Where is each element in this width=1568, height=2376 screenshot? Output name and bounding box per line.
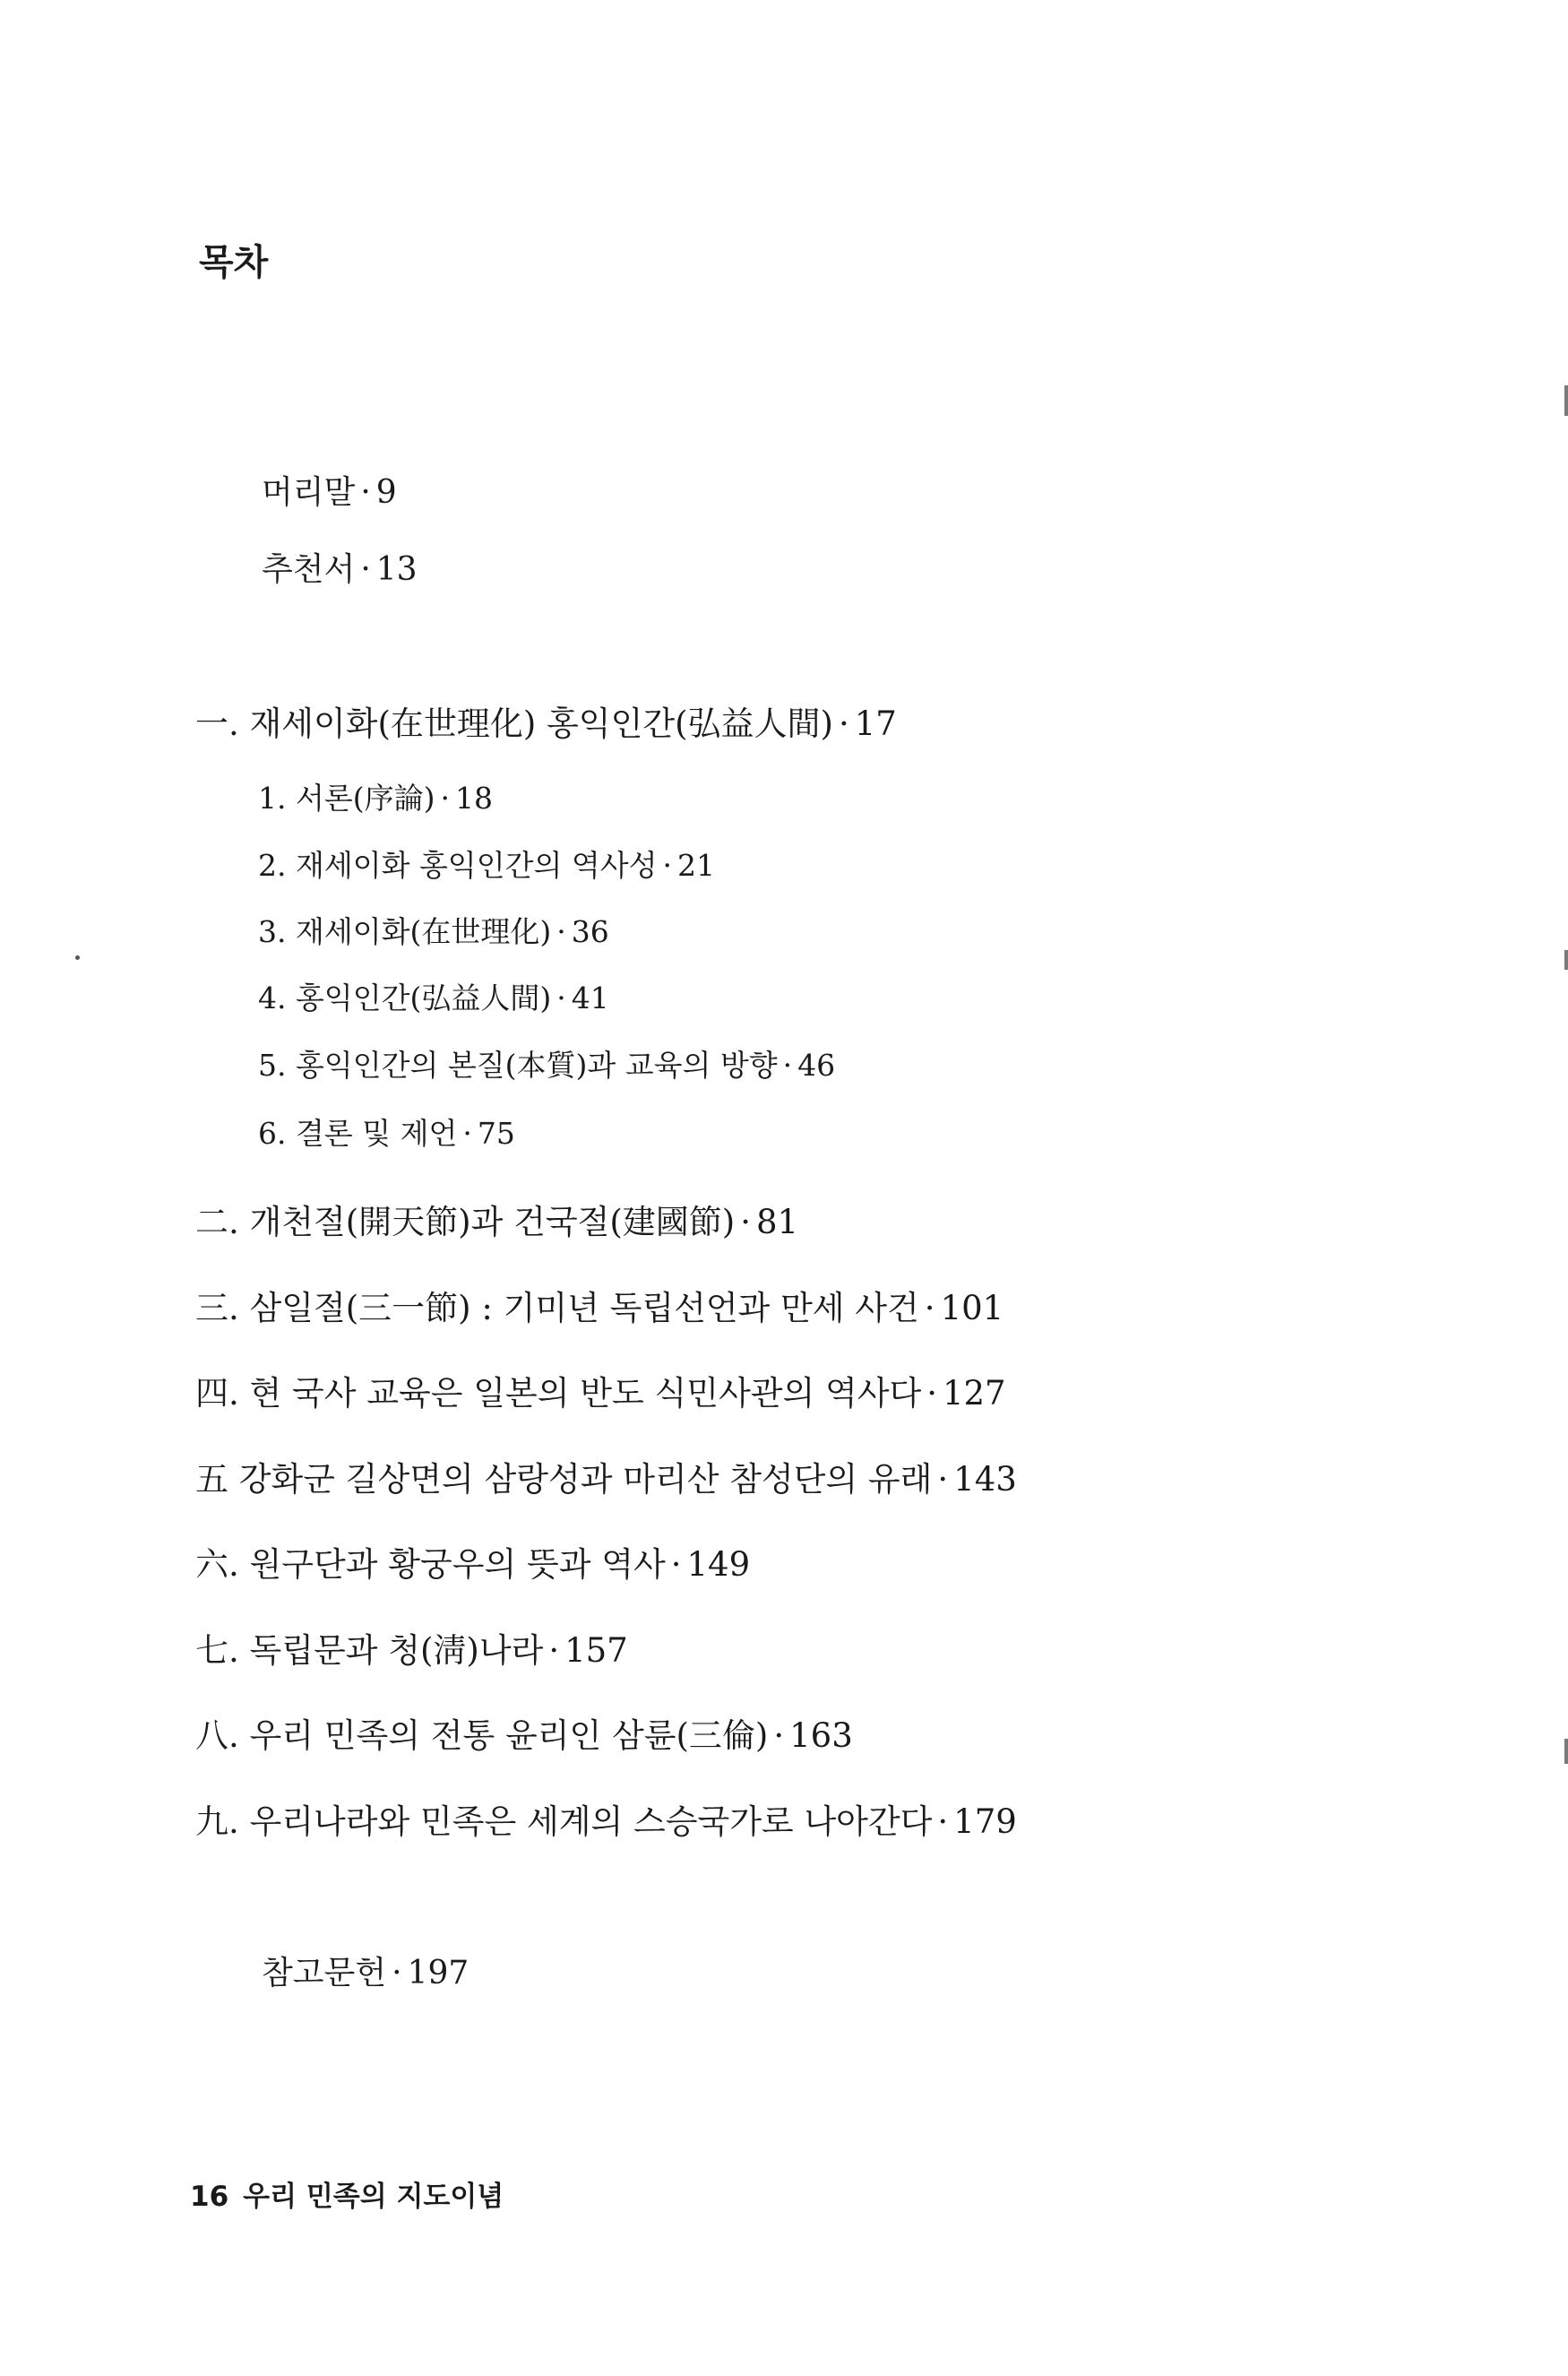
toc-entry-page: 13: [375, 551, 418, 588]
page-footer: [190, 2176, 504, 2217]
toc-section-page: 21: [677, 848, 715, 883]
toc-section-page: 18: [454, 781, 493, 816]
toc-separator: ·: [662, 848, 672, 883]
toc-chapter-2: [195, 1200, 798, 1245]
toc-chapter-3: [195, 1286, 1004, 1331]
toc-chapter-page: 101: [940, 1289, 1004, 1327]
toc-entry-references: [262, 1951, 469, 1996]
toc-chapter-label: 七. 독립문과 청(淸)나라: [195, 1631, 544, 1670]
toc-chapter-page: 149: [686, 1545, 751, 1584]
toc-section-1-2: [258, 845, 715, 886]
toc-section-1-6: [258, 1113, 515, 1154]
toc-entry-label: 참고문헌: [262, 1955, 387, 1992]
toc-section-label: 6. 결론 및 제언: [258, 1116, 458, 1151]
toc-chapter-label: 八. 우리 민족의 전통 윤리인 삼륜(三倫): [195, 1716, 769, 1755]
toc-section-1-4: [258, 978, 609, 1019]
toc-separator: ·: [360, 474, 371, 511]
scan-edge-mark: [1564, 950, 1568, 970]
toc-chapter-page: 127: [942, 1374, 1006, 1413]
toc-separator: ·: [924, 1289, 935, 1327]
toc-chapter-page: 163: [789, 1716, 853, 1755]
toc-separator: ·: [937, 1460, 949, 1499]
toc-entry-recommendation: [262, 548, 418, 592]
toc-separator: ·: [440, 781, 450, 816]
toc-section-page: 36: [571, 914, 609, 949]
toc-chapter-label: 二. 개천절(開天節)과 건국절(建國節): [195, 1203, 736, 1241]
toc-chapter-page: 81: [755, 1203, 799, 1241]
toc-separator: ·: [360, 551, 371, 588]
toc-section-label: 3. 재세이화(在世理化): [258, 914, 552, 949]
toc-chapter-page: 179: [953, 1802, 1017, 1841]
toc-separator: ·: [556, 914, 566, 949]
scan-speck: [75, 955, 80, 960]
toc-chapter-5: [195, 1457, 1017, 1502]
toc-section-label: 5. 홍익인간의 본질(本質)과 교육의 방향: [258, 1048, 778, 1083]
toc-chapter-label: 五 강화군 길상면의 삼랑성과 마리산 참성단의 유래: [195, 1460, 933, 1499]
toc-section-page: 41: [571, 981, 609, 1015]
toc-section-1-5: [258, 1045, 835, 1086]
scan-edge-mark: [1564, 1739, 1568, 1764]
scan-edge-mark: [1564, 385, 1568, 416]
toc-chapter-label: 一. 재세이화(在世理化) 홍익인간(弘益人間): [195, 704, 833, 743]
toc-entry-page: 9: [375, 474, 397, 511]
toc-separator: ·: [782, 1048, 793, 1083]
toc-chapter-1: [195, 702, 897, 747]
toc-chapter-page: 143: [953, 1460, 1017, 1499]
toc-separator: ·: [926, 1374, 937, 1413]
toc-chapter-8: [195, 1714, 853, 1758]
toc-entry-page: 197: [407, 1955, 470, 1992]
toc-separator: ·: [548, 1631, 560, 1670]
toc-chapter-page: 17: [854, 704, 897, 743]
toc-separator: ·: [462, 1116, 472, 1151]
toc-separator: ·: [773, 1716, 785, 1755]
toc-chapter-label: 六. 원구단과 황궁우의 뜻과 역사: [195, 1545, 666, 1584]
toc-entry-label: 추천서: [262, 551, 356, 588]
footer-page-number: 16: [190, 2181, 229, 2213]
toc-entry-preface: [262, 471, 397, 515]
toc-chapter-9: [195, 1800, 1017, 1845]
toc-section-page: 46: [797, 1048, 836, 1083]
toc-section-1-1: [258, 778, 493, 819]
toc-chapter-label: 三. 삼일절(三一節) : 기미년 독립선언과 만세 사건: [195, 1289, 919, 1327]
toc-chapter-7: [195, 1629, 628, 1673]
page-title: 목차: [199, 242, 269, 283]
toc-section-1-3: [258, 912, 609, 953]
toc-section-label: 1. 서론(序論): [258, 781, 435, 816]
toc-separator: ·: [838, 704, 849, 743]
toc-separator: ·: [740, 1203, 751, 1241]
toc-section-label: 4. 홍익인간(弘益人間): [258, 981, 552, 1015]
toc-section-page: 75: [477, 1116, 515, 1151]
toc-separator: ·: [937, 1802, 949, 1841]
toc-chapter-6: [195, 1542, 750, 1587]
toc-separator: ·: [556, 981, 566, 1015]
footer-book-title: 우리 민족의 지도이념: [243, 2181, 504, 2213]
toc-separator: ·: [392, 1955, 402, 1992]
toc-separator: ·: [670, 1545, 682, 1584]
toc-entry-label: 머리말: [262, 474, 356, 511]
toc-chapter-page: 157: [564, 1631, 628, 1670]
toc-chapter-4: [195, 1371, 1006, 1416]
toc-chapter-label: 九. 우리나라와 민족은 세계의 스승국가로 나아간다: [195, 1802, 933, 1841]
toc-section-label: 2. 재세이화 홍익인간의 역사성: [258, 848, 658, 883]
toc-chapter-label: 四. 현 국사 교육은 일본의 반도 식민사관의 역사다: [195, 1374, 922, 1413]
